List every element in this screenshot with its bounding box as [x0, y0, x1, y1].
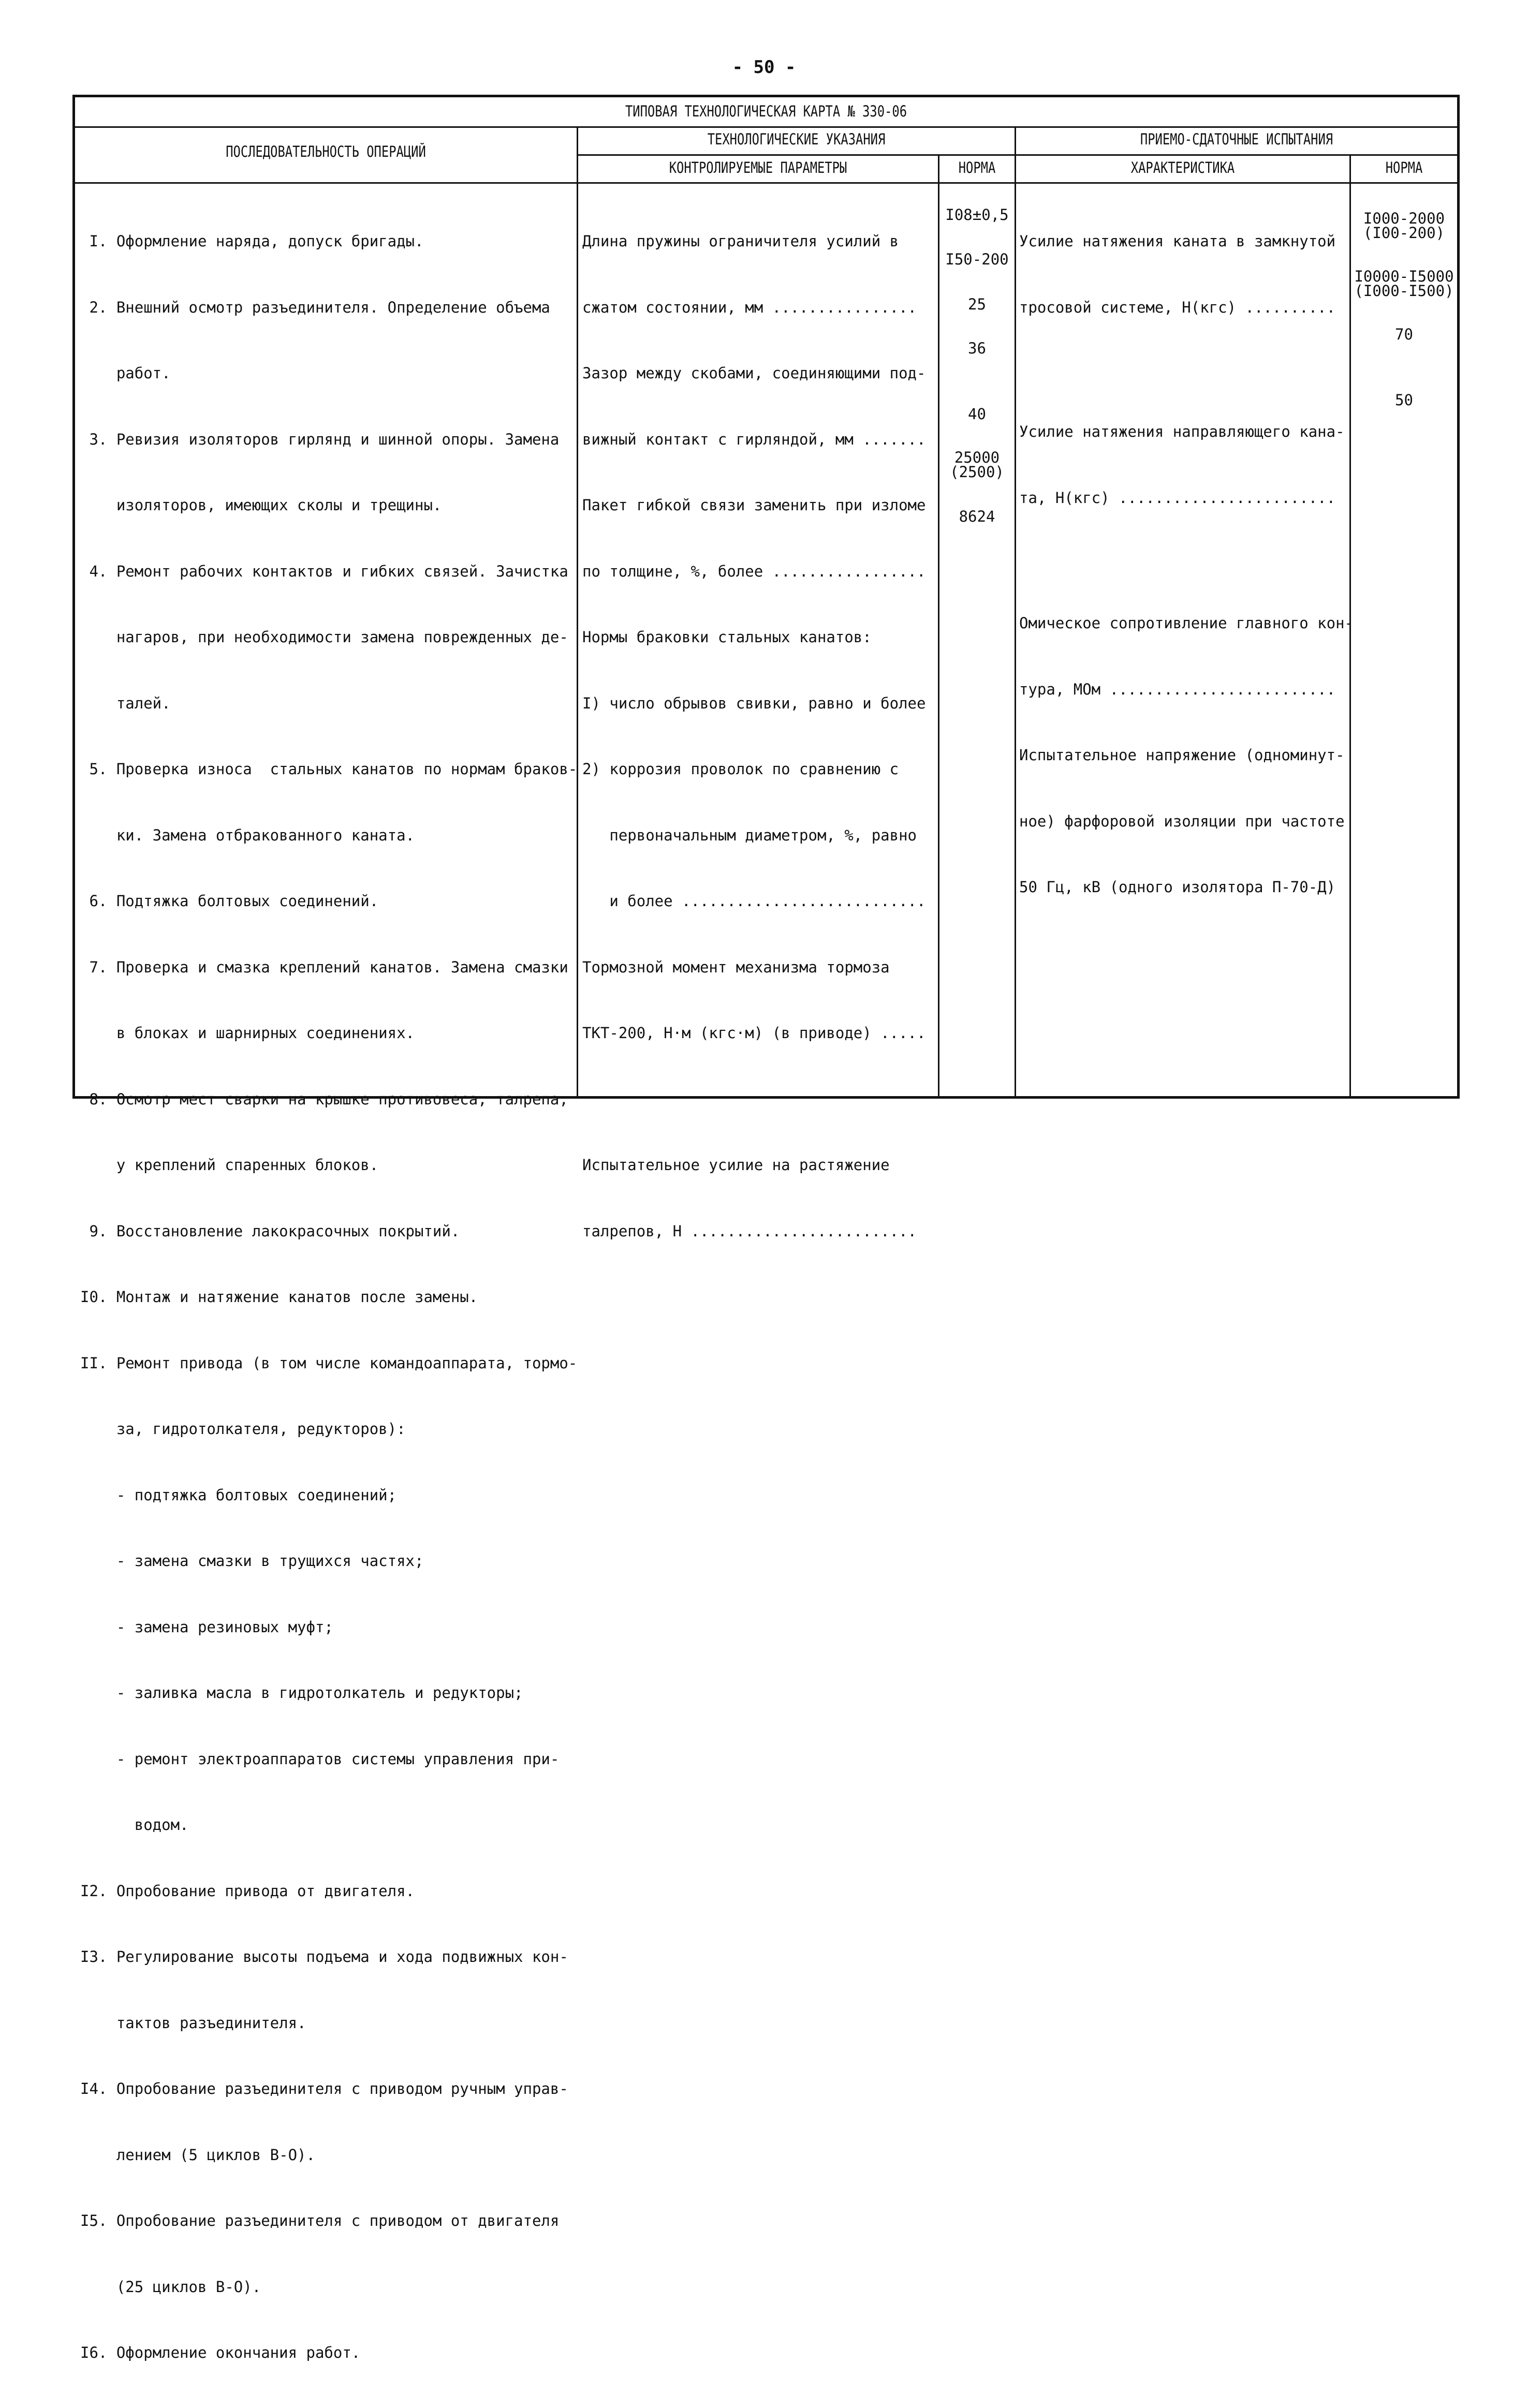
operation-line: работ.	[80, 364, 171, 382]
rule-param-norm-divider	[938, 154, 939, 1096]
param-line: Длина пружины ограничителя усилий в	[582, 232, 899, 250]
characteristic-line: ное) фарфоровой изоляции при частоте	[1019, 812, 1345, 830]
param-line: Испытательное усилие на растяжение	[582, 1156, 890, 1174]
operation-line: - замена резиновых муфт;	[80, 1618, 333, 1636]
rule-ops-divider	[577, 126, 578, 1096]
header-norm-characteristics: НОРМА	[1385, 159, 1423, 176]
header-characteristic: ХАРАКТЕРИСТИКА	[1130, 159, 1235, 176]
param-line: Пакет гибкой связи заменить при изломе	[582, 496, 926, 514]
operation-line: тактов разъединителя.	[80, 2014, 306, 2032]
characteristics-list	[1019, 186, 1354, 942]
spacer	[1019, 362, 1348, 377]
operation-line: I4. Опробование разъединителя с приводом ручным управ-	[80, 2080, 568, 2097]
operation-line: I6. Оформление окончания работ.	[80, 2344, 361, 2361]
header-controlled-params: КОНТРОЛИРУЕМЫЕ ПАРАМЕТРЫ	[669, 159, 847, 176]
param-line: вижный контакт с гирляндой, мм .......	[582, 430, 926, 448]
header-tech-instructions: ТЕХНОЛОГИЧЕСКИЕ УКАЗАНИЯ	[707, 130, 886, 148]
norm-gap: I50-200	[945, 250, 1009, 268]
param-line	[582, 1088, 936, 1111]
operation-line: II. Ремонт привода (в том числе командоаппарата, тормо-	[80, 1354, 578, 1372]
norm-resistance: 70	[1395, 326, 1413, 343]
header-sequence: ПОСЛЕДОВАТЕЛЬНОСТЬ ОПЕРАЦИЙ	[226, 143, 426, 160]
operation-line: за, гидротолкателя, редукторов):	[80, 1420, 406, 1438]
params-list	[582, 186, 936, 1286]
param-line: талрепов, Н .........................	[582, 1222, 917, 1240]
operation-line: I3. Регулирование высоты подъема и хода подвижных кон-	[80, 1948, 568, 1966]
operation-line: в блоках и шарнирных соединениях.	[80, 1024, 415, 1042]
norm-test-voltage: 50	[1395, 391, 1413, 409]
header-acceptance-tests: ПРИЕМО-СДАТОЧНЫЕ ИСПЫТАНИЯ	[1140, 130, 1333, 148]
param-line: по толщине, %, более .................	[582, 562, 926, 580]
norm-corrosion: 40	[968, 405, 986, 423]
norm-spring-length: I08±0,5	[945, 206, 1009, 224]
operation-line: 9. Восстановление лакокрасочных покрытий.	[80, 1222, 460, 1240]
param-line: I) число обрывов свивки, равно и более	[582, 694, 926, 712]
param-line: сжатом состоянии, мм ................	[582, 298, 917, 316]
operation-line: - ремонт электроаппаратов системы управления при-	[80, 1750, 560, 1768]
norm-flex-pack: 25	[968, 296, 986, 313]
tech-card-table	[72, 95, 1460, 2361]
characteristic-line: та, Н(кгс) ........................	[1019, 489, 1336, 507]
param-line: Нормы браковки стальных канатов:	[582, 628, 872, 646]
operation-line: 3. Ревизия изоляторов гирлянд и шинной опоры. Замена	[80, 430, 560, 448]
rule-under-title	[75, 126, 1457, 128]
operation-line: 6. Подтяжка болтовых соединений.	[80, 892, 379, 910]
param-line: и более ...........................	[582, 892, 926, 910]
norm-closed-tension: I000-2000 (I00-200)	[1363, 210, 1445, 242]
norm-guide-tension: I0000-I5000 (I000-I500)	[1354, 268, 1454, 300]
operation-line: изоляторов, имеющих сколы и трещины.	[80, 496, 442, 514]
operation-line: (25 циклов В-О).	[80, 2278, 261, 2296]
param-line: ТКТ-200, Н·м (кгс·м) (в приводе) .....	[582, 1024, 926, 1042]
operations-list	[80, 186, 578, 2408]
param-line: Тормозной момент механизма тормоза	[582, 958, 890, 976]
norm-break-count: 36	[968, 339, 986, 357]
characteristic-line: Испытательное напряжение (одноминут-	[1019, 746, 1345, 764]
card-title: ТИПОВАЯ ТЕХНОЛОГИЧЕСКАЯ КАРТА № 330-06	[625, 102, 907, 120]
operation-line: 8. Осмотр мест сварки на крышке противовеса, талрепа,	[80, 1090, 568, 1108]
operation-line: водом.	[80, 1816, 189, 1834]
characteristic-line: 50 Гц, кВ (одного изолятора П-70-Д)	[1019, 878, 1336, 896]
rule-under-section-headers	[578, 154, 1457, 156]
page-number: - 50 -	[732, 57, 796, 78]
characteristic-line: тросовой системе, Н(кгс) ..........	[1019, 298, 1336, 316]
operation-line: 7. Проверка и смазка креплений канатов. Замена смазки	[80, 958, 568, 976]
rule-sections-divider	[1015, 126, 1016, 1096]
norm-brake-moment: 25000 (2500)	[950, 449, 1004, 481]
operation-line: талей.	[80, 694, 171, 712]
operation-line: I. Оформление наряда, допуск бригады.	[80, 232, 424, 250]
param-line: 2) коррозия проволок по сравнению с	[582, 760, 899, 778]
operation-line: - замена смазки в трущихся частях;	[80, 1552, 424, 1570]
characteristic-line: тура, МОм .........................	[1019, 680, 1336, 698]
characteristic-line: Усилие натяжения направляющего кана-	[1019, 423, 1345, 440]
characteristic-line: Омическое сопротивление главного кон-	[1019, 614, 1354, 632]
spacer	[1019, 553, 1348, 568]
param-line: первоначальным диаметром, %, равно	[582, 826, 917, 844]
norm-test-force: 8624	[959, 508, 995, 525]
operation-line: I5. Опробование разъединителя с приводом от двигателя	[80, 2212, 560, 2229]
param-line: Зазор между скобами, соединяющими под-	[582, 364, 926, 382]
operation-line: 5. Проверка износа стальных канатов по нормам браков-	[80, 760, 578, 778]
operation-line: у креплений спаренных блоков.	[80, 1156, 379, 1174]
operation-line: - заливка масла в гидротолкатель и редукторы;	[80, 1684, 523, 1702]
operation-line: - подтяжка болтовых соединений;	[80, 1486, 397, 1504]
rule-under-column-headers	[75, 182, 1457, 184]
operation-line: нагаров, при необходимости замена поврежденных де-	[80, 628, 568, 646]
characteristic-line: Усилие натяжения каната в замкнутой	[1019, 232, 1336, 250]
operation-line: 2. Внешний осмотр разъединителя. Определение объема	[80, 298, 550, 316]
operation-line: 4. Ремонт рабочих контактов и гибких связей. Зачистка	[80, 562, 568, 580]
operation-line: лением (5 циклов В-О).	[80, 2146, 315, 2164]
operation-line: I0. Монтаж и натяжение канатов после замены.	[80, 1288, 478, 1306]
header-norm-params: НОРМА	[958, 159, 996, 176]
operation-line: ки. Замена отбракованного каната.	[80, 826, 415, 844]
operation-line: I2. Опробование привода от двигателя.	[80, 1882, 415, 1900]
